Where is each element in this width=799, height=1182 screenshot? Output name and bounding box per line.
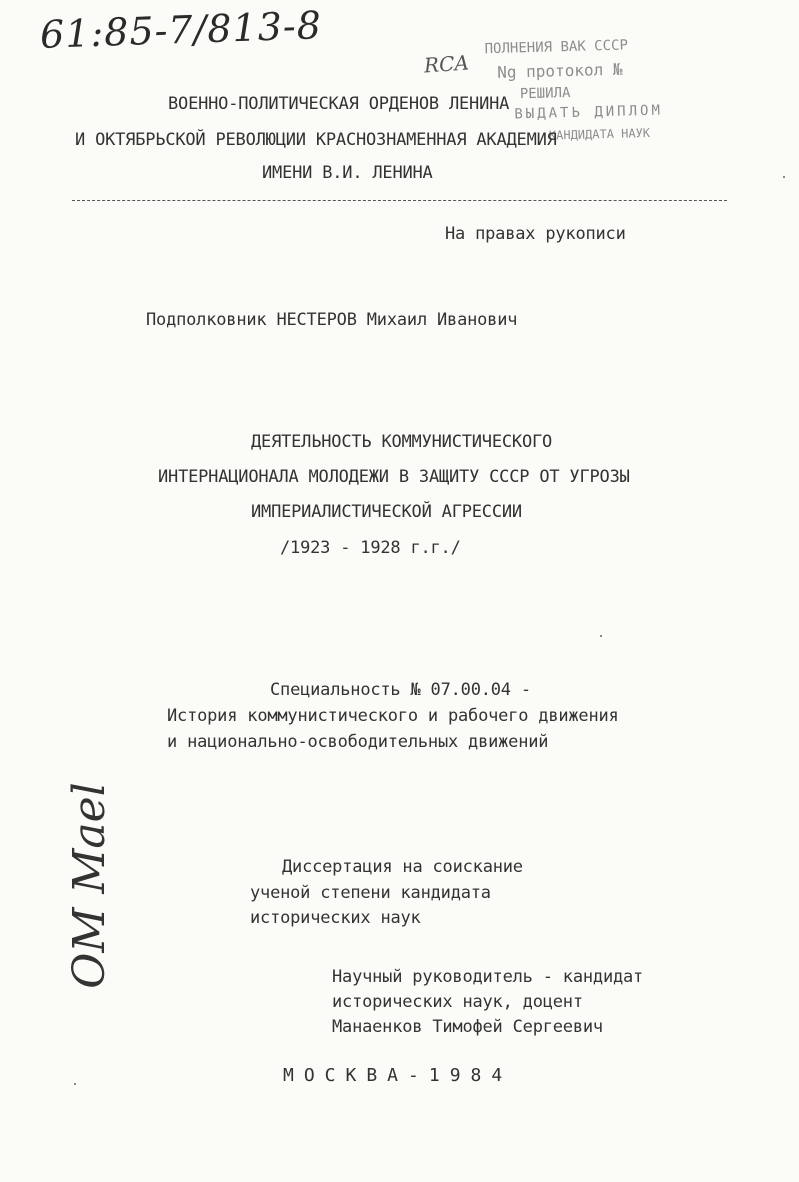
title-line2: ИНТЕРНАЦИОНАЛА МОЛОДЕЖИ В ЗАЩИТУ СССР ОТ УГРОЗЫ: [158, 467, 630, 487]
stamp-line: ПОЛНЕНИЯ ВАК СССР: [484, 37, 629, 58]
title-line1: ДЕЯТЕЛЬНОСТЬ КОММУНИСТИЧЕСКОГО: [251, 432, 553, 452]
academy-name-line3: ИМЕНИ В.И. ЛЕНИНА: [262, 163, 433, 183]
specialty-line1: Специальность № 07.00.04 -: [270, 680, 531, 700]
dissertation-line2: ученой степени кандидата: [250, 883, 491, 903]
header-divider: [72, 200, 727, 201]
handwritten-margin-note: OM Mael: [63, 782, 115, 989]
academy-name-line1: ВОЕННО-ПОЛИТИЧЕСКАЯ ОРДЕНОВ ЛЕНИНА: [168, 94, 510, 114]
specialty-line2: История коммунистического и рабочего движения: [167, 706, 619, 726]
stamp-line: Ng протокол №: [497, 59, 623, 82]
stamp-line: КАНДИДАТА НАУК: [548, 125, 651, 143]
city-year: МОСКВА-1984: [283, 1065, 513, 1086]
author-name: Подполковник НЕСТЕРОВ Михаил Иванович: [146, 310, 518, 330]
title-years: /1923 - 1928 г.г./: [280, 538, 461, 558]
supervisor-line2: исторических наук, доцент: [332, 992, 583, 1012]
stamp-line: РЕШИЛА: [519, 84, 571, 103]
dissertation-line3: исторических наук: [250, 908, 421, 928]
specialty-line3: и национально-освободительных движений: [167, 732, 549, 752]
scan-speck: [74, 1083, 76, 1085]
approval-stamp: [476, 21, 740, 178]
title-line3: ИМПЕРИАЛИСТИЧЕСКОЙ АГРЕССИИ: [251, 502, 522, 522]
handwritten-initials: RCA: [423, 50, 470, 78]
supervisor-line3: Манаенков Тимофей Сергеевич: [332, 1017, 603, 1037]
stamp-line: ВЫДАТЬ ДИПЛОМ: [514, 102, 664, 123]
supervisor-line1: Научный руководитель - кандидат: [332, 967, 644, 987]
handwritten-catalog-number: 61:85-7/813-8: [39, 3, 323, 57]
academy-name-line2: И ОКТЯБРЬСКОЙ РЕВОЛЮЦИИ КРАСНОЗНАМЕННАЯ АКАДЕМИЯ: [75, 130, 557, 150]
manuscript-rights: На правах рукописи: [445, 224, 626, 244]
scan-speck: [783, 176, 785, 178]
dissertation-line1: Диссертация на соискание: [282, 857, 523, 877]
scan-speck: [600, 635, 602, 637]
